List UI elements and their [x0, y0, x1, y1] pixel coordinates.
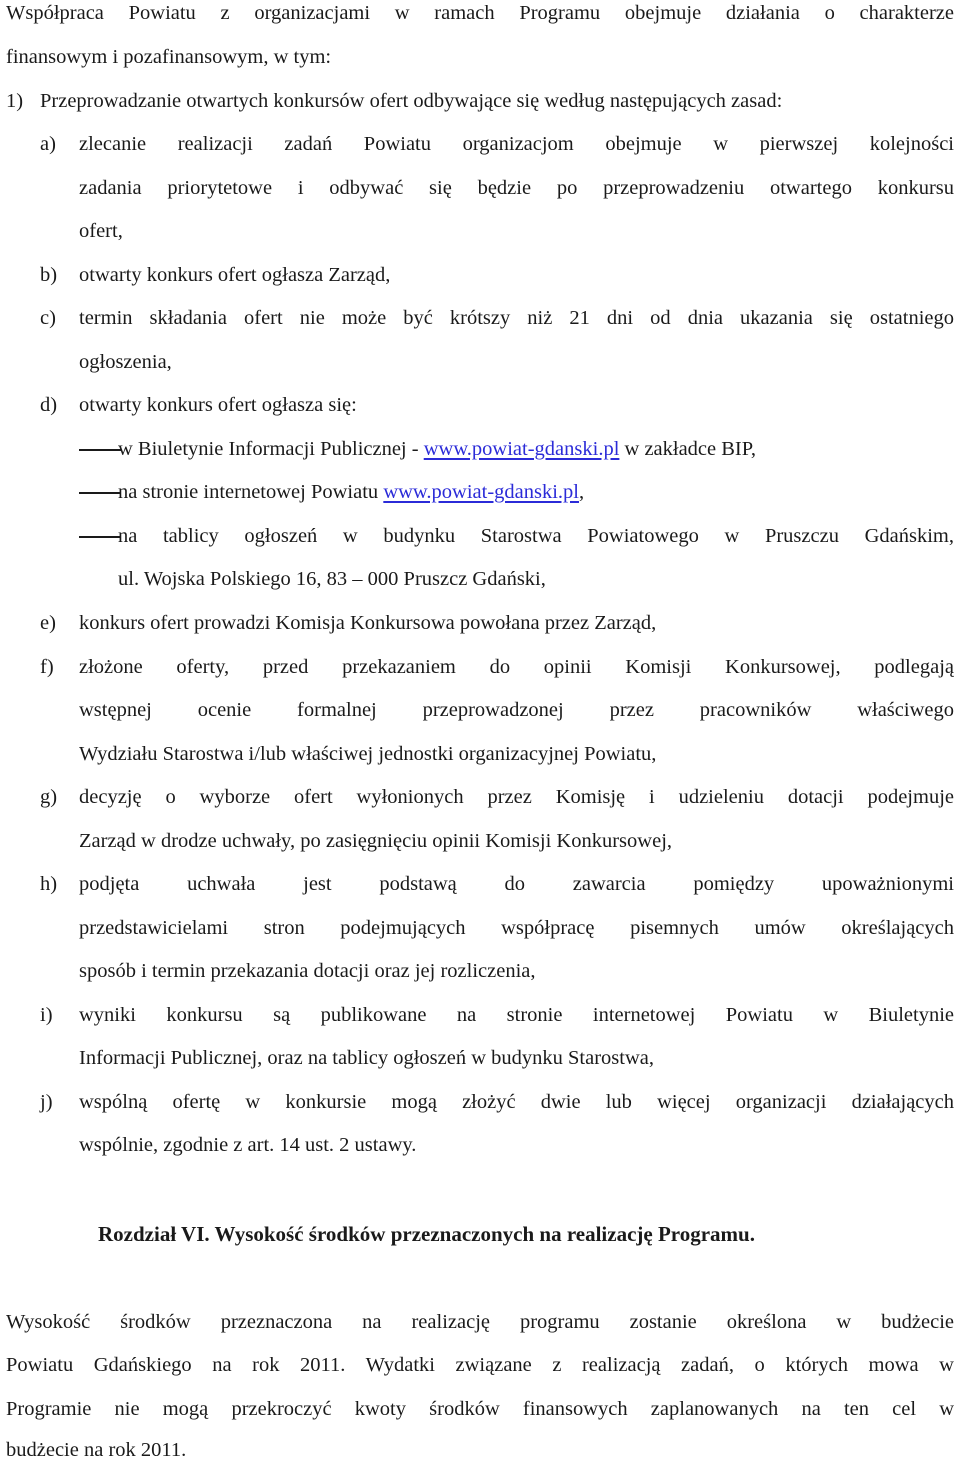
item-f-line-1: złożone oferty, przed przekazaniem do opinii Komisji Konkursowej, podlegają — [79, 656, 954, 678]
item-a-line-3: ofert, — [79, 220, 123, 242]
item-g-line-2: Zarząd w drodze uchwały, po zasięgnięciu opinii Komisji Konkursowej, — [79, 830, 673, 852]
item-h-line-1: podjęta uchwała jest podstawą do zawarcia pomiędzy upoważnionymi — [79, 873, 954, 895]
item-j-line-2: wspólnie, zgodnie z art. 14 ust. 2 ustawy. — [79, 1134, 417, 1156]
item-d-dash-1 — [118, 436, 756, 462]
item-1-text: Przeprowadzanie otwartych konkursów ofert odbywające się według następujących zasad: — [40, 90, 783, 112]
item-c-label: c) — [40, 307, 56, 329]
item-e-label: e) — [40, 612, 56, 634]
closing-line-2: Powiatu Gdańskiego na rok 2011. Wydatki związane z realizacją zadań, o których mowa w — [6, 1354, 954, 1376]
dash-bullet-2 — [79, 492, 121, 494]
item-h-label: h) — [40, 873, 58, 895]
closing-line-3: Programie nie mogą przekroczyć kwoty środków finansowych zaplanowanych na ten cel w — [6, 1398, 954, 1420]
item-f-line-2: wstępnej ocenie formalnej przeprowadzonej przez pracowników właściwego — [79, 699, 954, 721]
item-a-line-1: zlecanie realizacji zadań Powiatu organizacjom obejmuje w pierwszej kolejności — [79, 133, 954, 155]
item-f-label: f) — [40, 656, 54, 678]
item-g-line-1: decyzję o wyborze ofert wyłonionych przez Komisję i udzieleniu dotacji podejmuje — [79, 786, 954, 808]
item-e-line-1: konkurs ofert prowadzi Komisja Konkursowa powołana przez Zarząd, — [79, 612, 657, 634]
item-c-line-1: termin składania ofert nie może być krótszy niż 21 dni od dnia ukazania się ostatniego — [79, 307, 954, 329]
item-d-dash-1-post: w zakładce BIP, — [619, 438, 757, 460]
item-f-line-3: Wydziału Starostwa i/lub właściwej jednostki organizacyjnej Powiatu, — [79, 743, 657, 765]
item-b-line-1: otwarty konkurs ofert ogłasza Zarząd, — [79, 264, 391, 286]
item-j-label: j) — [40, 1091, 53, 1113]
item-i-line-1: wyniki konkursu są publikowane na stronie internetowej Powiatu w Biuletynie — [79, 1004, 954, 1026]
item-d-dash-2 — [118, 479, 584, 505]
item-d-dash-2-post: , — [578, 481, 585, 503]
website-link[interactable]: www.powiat-gdanski.pl — [383, 481, 579, 503]
intro-line-1: Współpraca Powiatu z organizacjami w ramach Programu obejmuje działania o charakterze — [6, 2, 954, 24]
item-1-label: 1) — [6, 90, 24, 112]
closing-line-1: Wysokość środków przeznaczona na realizację programu zostanie określona w budżecie — [6, 1311, 954, 1333]
item-h-line-3: sposób i termin przekazania dotacji oraz jej rozliczenia, — [79, 960, 536, 982]
intro-line-2: finansowym i pozafinansowym, w tym: — [6, 46, 332, 68]
item-i-line-2: Informacji Publicznej, oraz na tablicy ogłoszeń w budynku Starostwa, — [79, 1047, 654, 1069]
item-h-line-2: przedstawicielami stron podejmujących współpracę pisemnych umów określających — [79, 917, 954, 939]
item-j-line-1: wspólną ofertę w konkursie mogą złożyć dwie lub więcej organizacji działających — [79, 1091, 954, 1113]
item-d-dash-3-line-2: ul. Wojska Polskiego 16, 83 – 000 Pruszcz Gdański, — [118, 568, 546, 590]
item-d-label: d) — [40, 394, 58, 416]
item-d-dash-2-pre: na stronie internetowej Powiatu — [118, 481, 384, 503]
item-a-label: a) — [40, 133, 56, 155]
closing-line-4: budżecie na rok 2011. — [6, 1439, 187, 1461]
dash-bullet-1 — [79, 449, 121, 451]
item-d-dash-1-pre: w Biuletynie Informacji Publicznej - — [118, 438, 424, 460]
item-d-line-1: otwarty konkurs ofert ogłasza się: — [79, 394, 357, 416]
item-i-label: i) — [40, 1004, 53, 1026]
item-g-label: g) — [40, 786, 58, 808]
item-b-label: b) — [40, 264, 58, 286]
item-d-dash-3-line-1: na tablicy ogłoszeń w budynku Starostwa Powiatowego w Pruszczu Gdańskim, — [118, 525, 954, 547]
item-a-line-2: zadania priorytetowe i odbywać się będzie po przeprowadzeniu otwartego konkursu — [79, 177, 954, 199]
bip-link[interactable]: www.powiat-gdanski.pl — [423, 438, 620, 460]
chapter-heading: Rozdział VI. Wysokość środków przeznaczonych na realizację Programu. — [98, 1222, 755, 1246]
dash-bullet-3 — [79, 536, 121, 538]
item-c-line-2: ogłoszenia, — [79, 351, 172, 373]
